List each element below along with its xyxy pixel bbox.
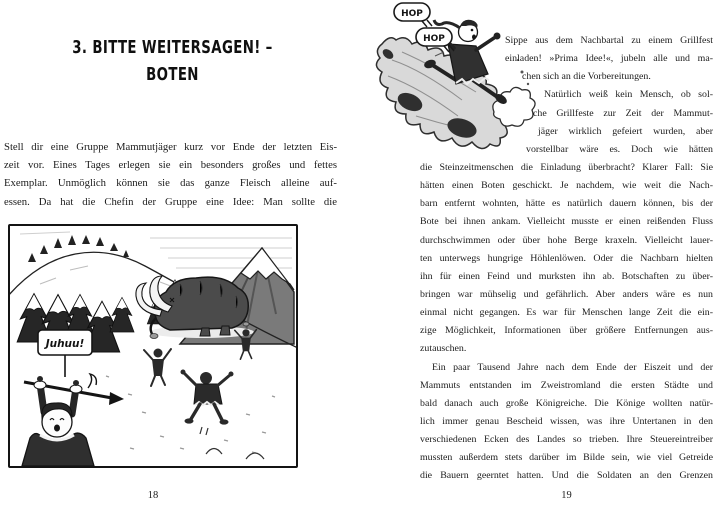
text-line: lich immer genau Bescheid wissen, was ihre Untertanen in den xyxy=(420,415,713,427)
text-line: durchschwimmen oder über hohe Berge kraxeln. Vielleicht lauer- xyxy=(420,234,713,246)
text-line: Bote bei ihnen ankam. Vielleicht musste er einen reißenden Fluss xyxy=(420,216,713,228)
text-line: ten unterwegs hungrige Höhlenlöwen. Oder die Nachbarn hielten xyxy=(420,252,713,264)
right-page-text xyxy=(420,32,713,486)
page-number-right: 19 xyxy=(561,490,572,501)
far-treeline xyxy=(28,235,129,262)
snow-specks xyxy=(106,376,275,453)
text-line: bald danach auch große Königreiche. Die Könige wollten natür- xyxy=(420,397,713,409)
chapter-title-line-1: 3. BITTE WEITERSAGEN! – xyxy=(72,37,273,58)
snow-mounds xyxy=(206,449,264,460)
text-line: che Grillfeste zur Zeit der Mammut- xyxy=(533,107,713,119)
text-line: zeit vor. Eines Tages erlegen sie ein besonders großes und fettes xyxy=(4,159,337,172)
text-line: jäger wirklich gefeiert wurden, aber xyxy=(538,125,713,137)
text-line: mussten außerdem stets darüber im Bilde sein, wie viel Getreide xyxy=(420,452,713,464)
text-line: hätten einen Boten geschickt. Je nachdem, wie weit die Nach- xyxy=(420,180,713,192)
text-line: barn entfernt wohnten, hätte es natürlich dauern können, bis der xyxy=(420,198,713,210)
chapter-title-line-2: BOTEN xyxy=(146,64,199,85)
text-line: ihn für einen Feind und murksten ihn ab. Botschaften zu über- xyxy=(420,270,713,282)
page-number-left: 18 xyxy=(147,490,159,501)
text-line: Natürlich weiß kein Mensch, ob sol- xyxy=(544,89,713,101)
text-line: Exemplar. Unmöglich können sie das ganze Fleisch alleine auf- xyxy=(4,177,337,190)
text-line: einmal nicht gegangen. Es war für Menschen lange Zeit die ein- xyxy=(420,307,713,319)
text-line: zutauschen. xyxy=(420,343,467,355)
text-line: chen sich an die Vorbereitungen. xyxy=(522,71,651,83)
hunter-figures xyxy=(144,329,256,435)
chapter-title xyxy=(63,34,281,88)
text-line: essen. Da hat die Chefin der Gruppe eine Idee: Man sollte die xyxy=(4,195,337,208)
text-line: Stell dir eine Gruppe Mammutjäger kurz vor Ende der letzten Eis- xyxy=(4,141,337,153)
text-line: vorstellbar wäre es. Doch wie hätten xyxy=(526,143,713,155)
text-line: Mammuts entstanden im Zweistromland die ersten Städte und xyxy=(420,379,713,391)
text-line: einladen! »Prima Idee!«, jubeln alle und ma- xyxy=(505,53,713,65)
text-line: verschiedenen Ecken des Landes so trieben. Ihre Steuereintreiber xyxy=(420,434,713,446)
text-line: die Bauern geerntet hatten. Und die Soldaten an den Grenzen xyxy=(420,470,713,482)
hop-bubble-1-text: HOP xyxy=(401,9,423,19)
text-line: Sippe aus dem Nachbartal zu einem Grillfest xyxy=(505,35,713,46)
text-line: die Steinzeitmenschen die Einladung überbracht? Klarer Fall: Sie xyxy=(420,161,713,173)
speech-bubble-text: Juhuu! xyxy=(45,338,85,350)
hop-bubble-2-text: HOP xyxy=(423,34,445,44)
text-line: Ein paar Tausend Jahre nach dem Ende der Eiszeit und der xyxy=(432,361,713,373)
text-line: bringen war mühselig und gefährlich. Aber anders wäre es nun xyxy=(420,288,713,300)
text-line: zige Möglichkeit, Informationen über größere Entfernungen aus- xyxy=(420,325,713,337)
left-page-text xyxy=(4,138,337,211)
mammoth-hunt-illustration xyxy=(8,224,298,468)
